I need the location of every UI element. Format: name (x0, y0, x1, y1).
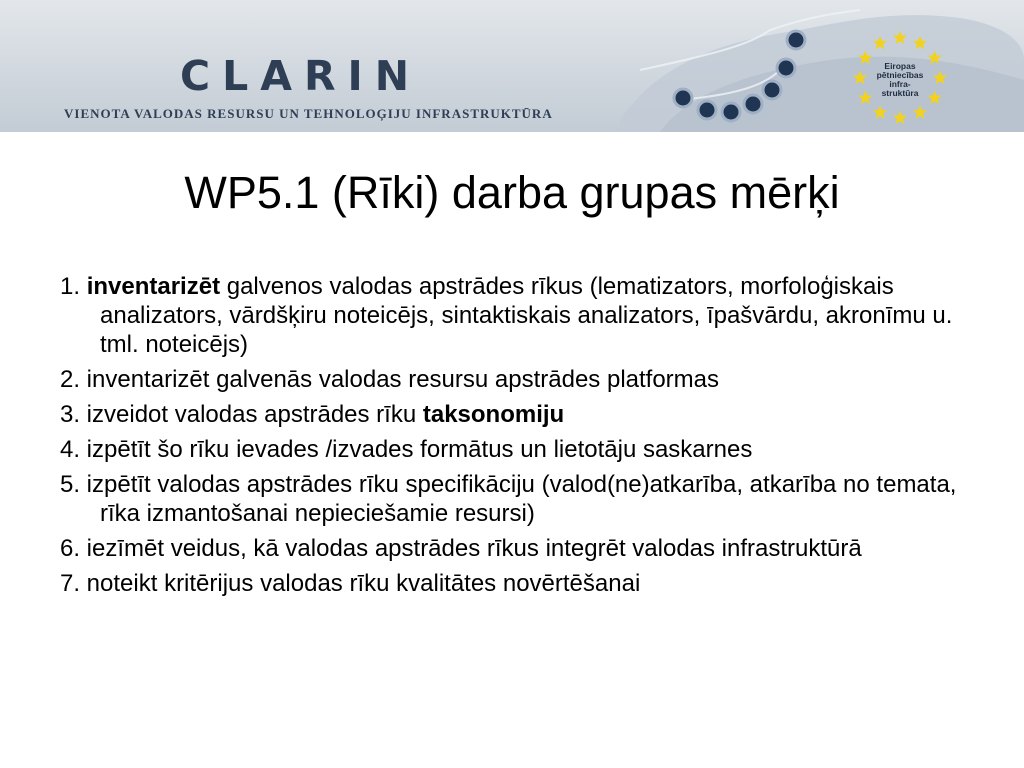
item-number: 2. (60, 366, 81, 393)
goal-list (60, 272, 980, 604)
item-number: 4. (60, 436, 81, 463)
header-banner (0, 0, 1024, 132)
item-number: 6. (60, 535, 81, 562)
item-text: izpētīt šo rīku ievades /izvades formātus un lietotāju saskarnes (80, 436, 753, 463)
item-text: iezīmēt veidus, kā valodas apstrādes rīkus integrēt valodas infrastruktūrā (80, 535, 862, 562)
list-item (60, 272, 980, 359)
eu-star-icon (893, 31, 907, 45)
clarin-logo-text: CLARIN (180, 52, 422, 100)
item-keyword: taksonomiju (422, 401, 565, 428)
item-number: 3. (60, 401, 81, 428)
item-text: inventarizēt galvenās valodas resursu apstrādes platformas (80, 366, 720, 393)
list-item (60, 400, 980, 429)
list-item (60, 365, 980, 394)
eu-star-icon (933, 71, 947, 85)
item-text: izpētīt valodas apstrādes rīku specifikāciju (valod(ne)atkarība, atkarība no temata, rīka izmantošanai nepieciešamie resursi) (80, 471, 957, 527)
item-number: 5. (60, 471, 81, 498)
eu-star-icon (873, 105, 887, 119)
eu-star-icon (913, 36, 927, 50)
list-item (60, 534, 980, 563)
eu-star-icon (873, 36, 887, 50)
item-text: galvenos valodas apstrādes rīkus (lematizators, morfoloģiskais analizators, vārdšķiru noteicējs, sintaktiskais analizators, īpašvārdu, akronīmu u. tml. noteicējs) (100, 273, 953, 358)
slide-title: WP5.1 (Rīki) darba grupas mērķi (184, 167, 840, 218)
item-number: 1. (60, 273, 81, 300)
eu-seal-text: Eiropas pētniecības infra- struktūra (876, 61, 924, 98)
item-text: noteikt kritērijus valodas rīku kvalitātes novērtēšanai (80, 570, 641, 597)
list-item (60, 569, 980, 598)
item-text: izveidot valodas apstrādes rīku (80, 401, 423, 428)
europe-map-graphic (600, 0, 1024, 132)
eu-star-icon (913, 105, 927, 119)
list-item (60, 470, 980, 528)
item-keyword: inventarizēt (86, 273, 221, 300)
item-number: 7. (60, 570, 81, 597)
list-item (60, 435, 980, 464)
eu-star-icon (853, 71, 867, 85)
clarin-tagline: VIENOTA VALODAS RESURSU UN TEHNOLOĢIJU INFRASTRUKTŪRA (64, 106, 553, 121)
eu-star-icon (893, 111, 907, 125)
